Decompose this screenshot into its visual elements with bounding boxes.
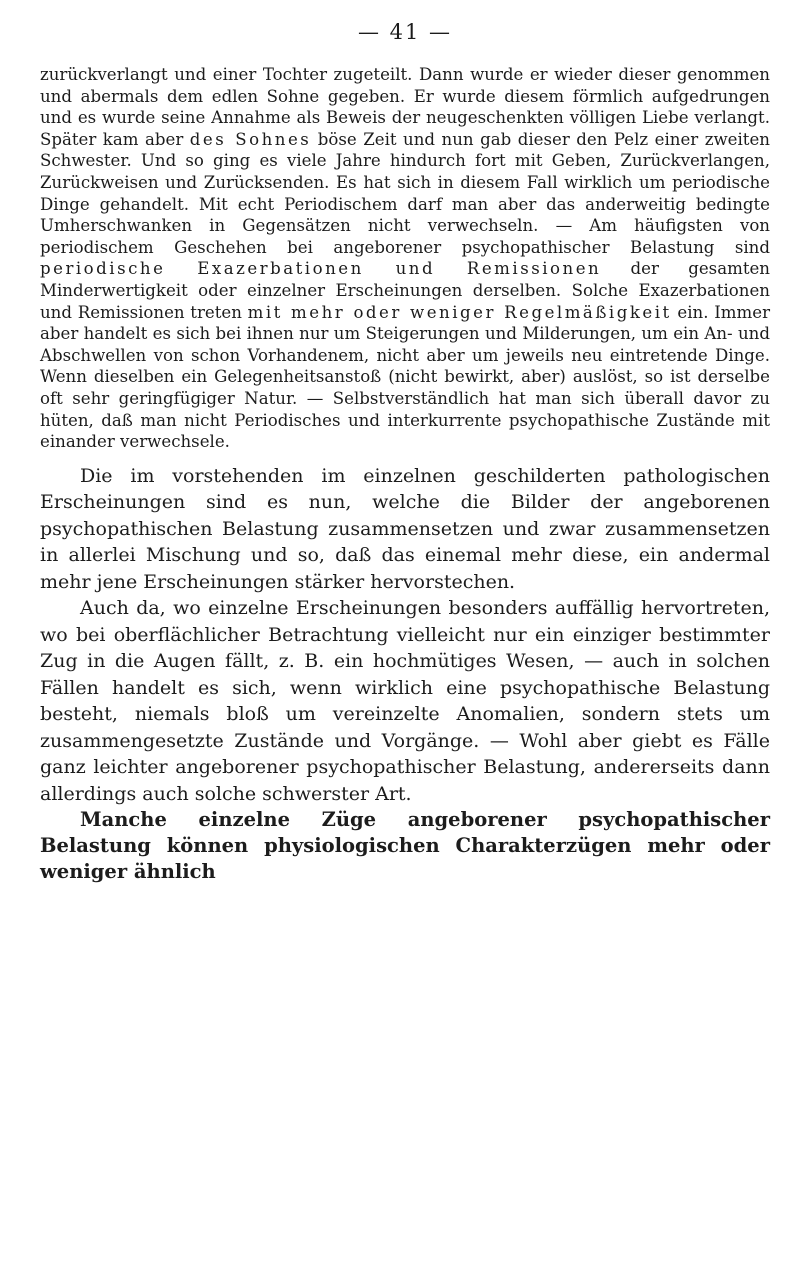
paragraph-2: Die im vorstehenden im einzelnen geschilderten pathologischen Erscheinungen sind es nun, welche die Bilder der angeborenen psychopathischen Belastung zusammensetzen und zwar zusammensetzen in allerlei Mischung und so, daß das einemal mehr diese, ein andermal mehr jene Erscheinungen stärker hervorstechen. (40, 464, 770, 593)
paragraph-1-text-a: zurückverlangt und einer Tochter zugeteilt. Dann wurde er wieder dieser genommen und abermals dem edlen Sohne gegeben. Er wurde diesem förmlich aufgedrungen und es wurde seine Annahme als Beweis der neugeschenkten völligen Liebe verlangt. Später kam aber (40, 65, 770, 149)
paragraph-4-bold: Manche einzelne Züge angeborener psychopathischer Belastung können physiologischen Charakterzügen mehr oder weniger ähnlich (40, 808, 770, 884)
paragraph-1-text-g: ein. Immer aber handelt es sich bei ihnen nur um Steigerungen und Milderungen, um ein An- und Abschwellen von schon Vorhandenem, nicht aber um jeweils neu eintretende Dinge. Wenn dieselben ein Gelegenheitsanstoß (nicht bewirkt, aber) auslöst, so ist derselbe oft sehr geringfügiger Natur. — Selbstverständlich hat man sich überall davor zu hüten, daß man nicht Periodisches und interkurrente psychopathische Zustände mit einander verwechsele. (40, 302, 771, 452)
paragraph-1-spaced-des-sohnes: des Sohnes (189, 129, 312, 149)
paragraph-1-text-c: böse Zeit und nun gab dieser den Pelz einer zweiten Schwester. Und so ging es viele Jahre hindurch fort mit Geben, Zurückverlangen, Zurückweisen und Zurücksenden. Es hat sich in diesem Fall wirklich um periodische Dinge gehandelt. Mit echt Periodischem darf man aber das anderweitig bedingte Umherschwanken in Gegensätzen nicht verwechseln. — Am häufigsten von periodischem Geschehen bei angeborener psychopathischer Belastung sind (40, 129, 770, 257)
paragraph-1-text-e: der gesamten Minderwertigkeit oder einzelner Erscheinungen derselben. Solche Exazerbationen und Remissionen treten (40, 259, 770, 322)
page-number: — 41 — (357, 20, 453, 44)
paragraph-3: Auch da, wo einzelne Erscheinungen besonders auffällig hervortreten, wo bei oberflächlicher Betrachtung vielleicht nur ein einziger bestimmter Zug in die Augen fällt, z. B. ein hochmütiges Wesen, — auch in solchen Fällen handelt es sich, wenn wirklich eine psychopathische Belastung besteht, niemals bloß um vereinzelte Anomalien, sondern stets um zusammengesetzte Zustände und Vorgänge. — Wohl aber giebt es Fälle ganz leichter angeborener psychopathischer Belastung, andererseits dann allerdings auch solche schwerster Art. (40, 597, 770, 805)
paragraph-1-spaced-regelmaessigkeit: mit mehr oder weniger Regelmäßigkeit (247, 302, 672, 322)
book-page (40, 20, 770, 885)
paragraph-1 (40, 64, 770, 453)
paragraph-1-spaced-exazerbationen: periodische Exazerbationen und Remissionen (40, 259, 602, 279)
